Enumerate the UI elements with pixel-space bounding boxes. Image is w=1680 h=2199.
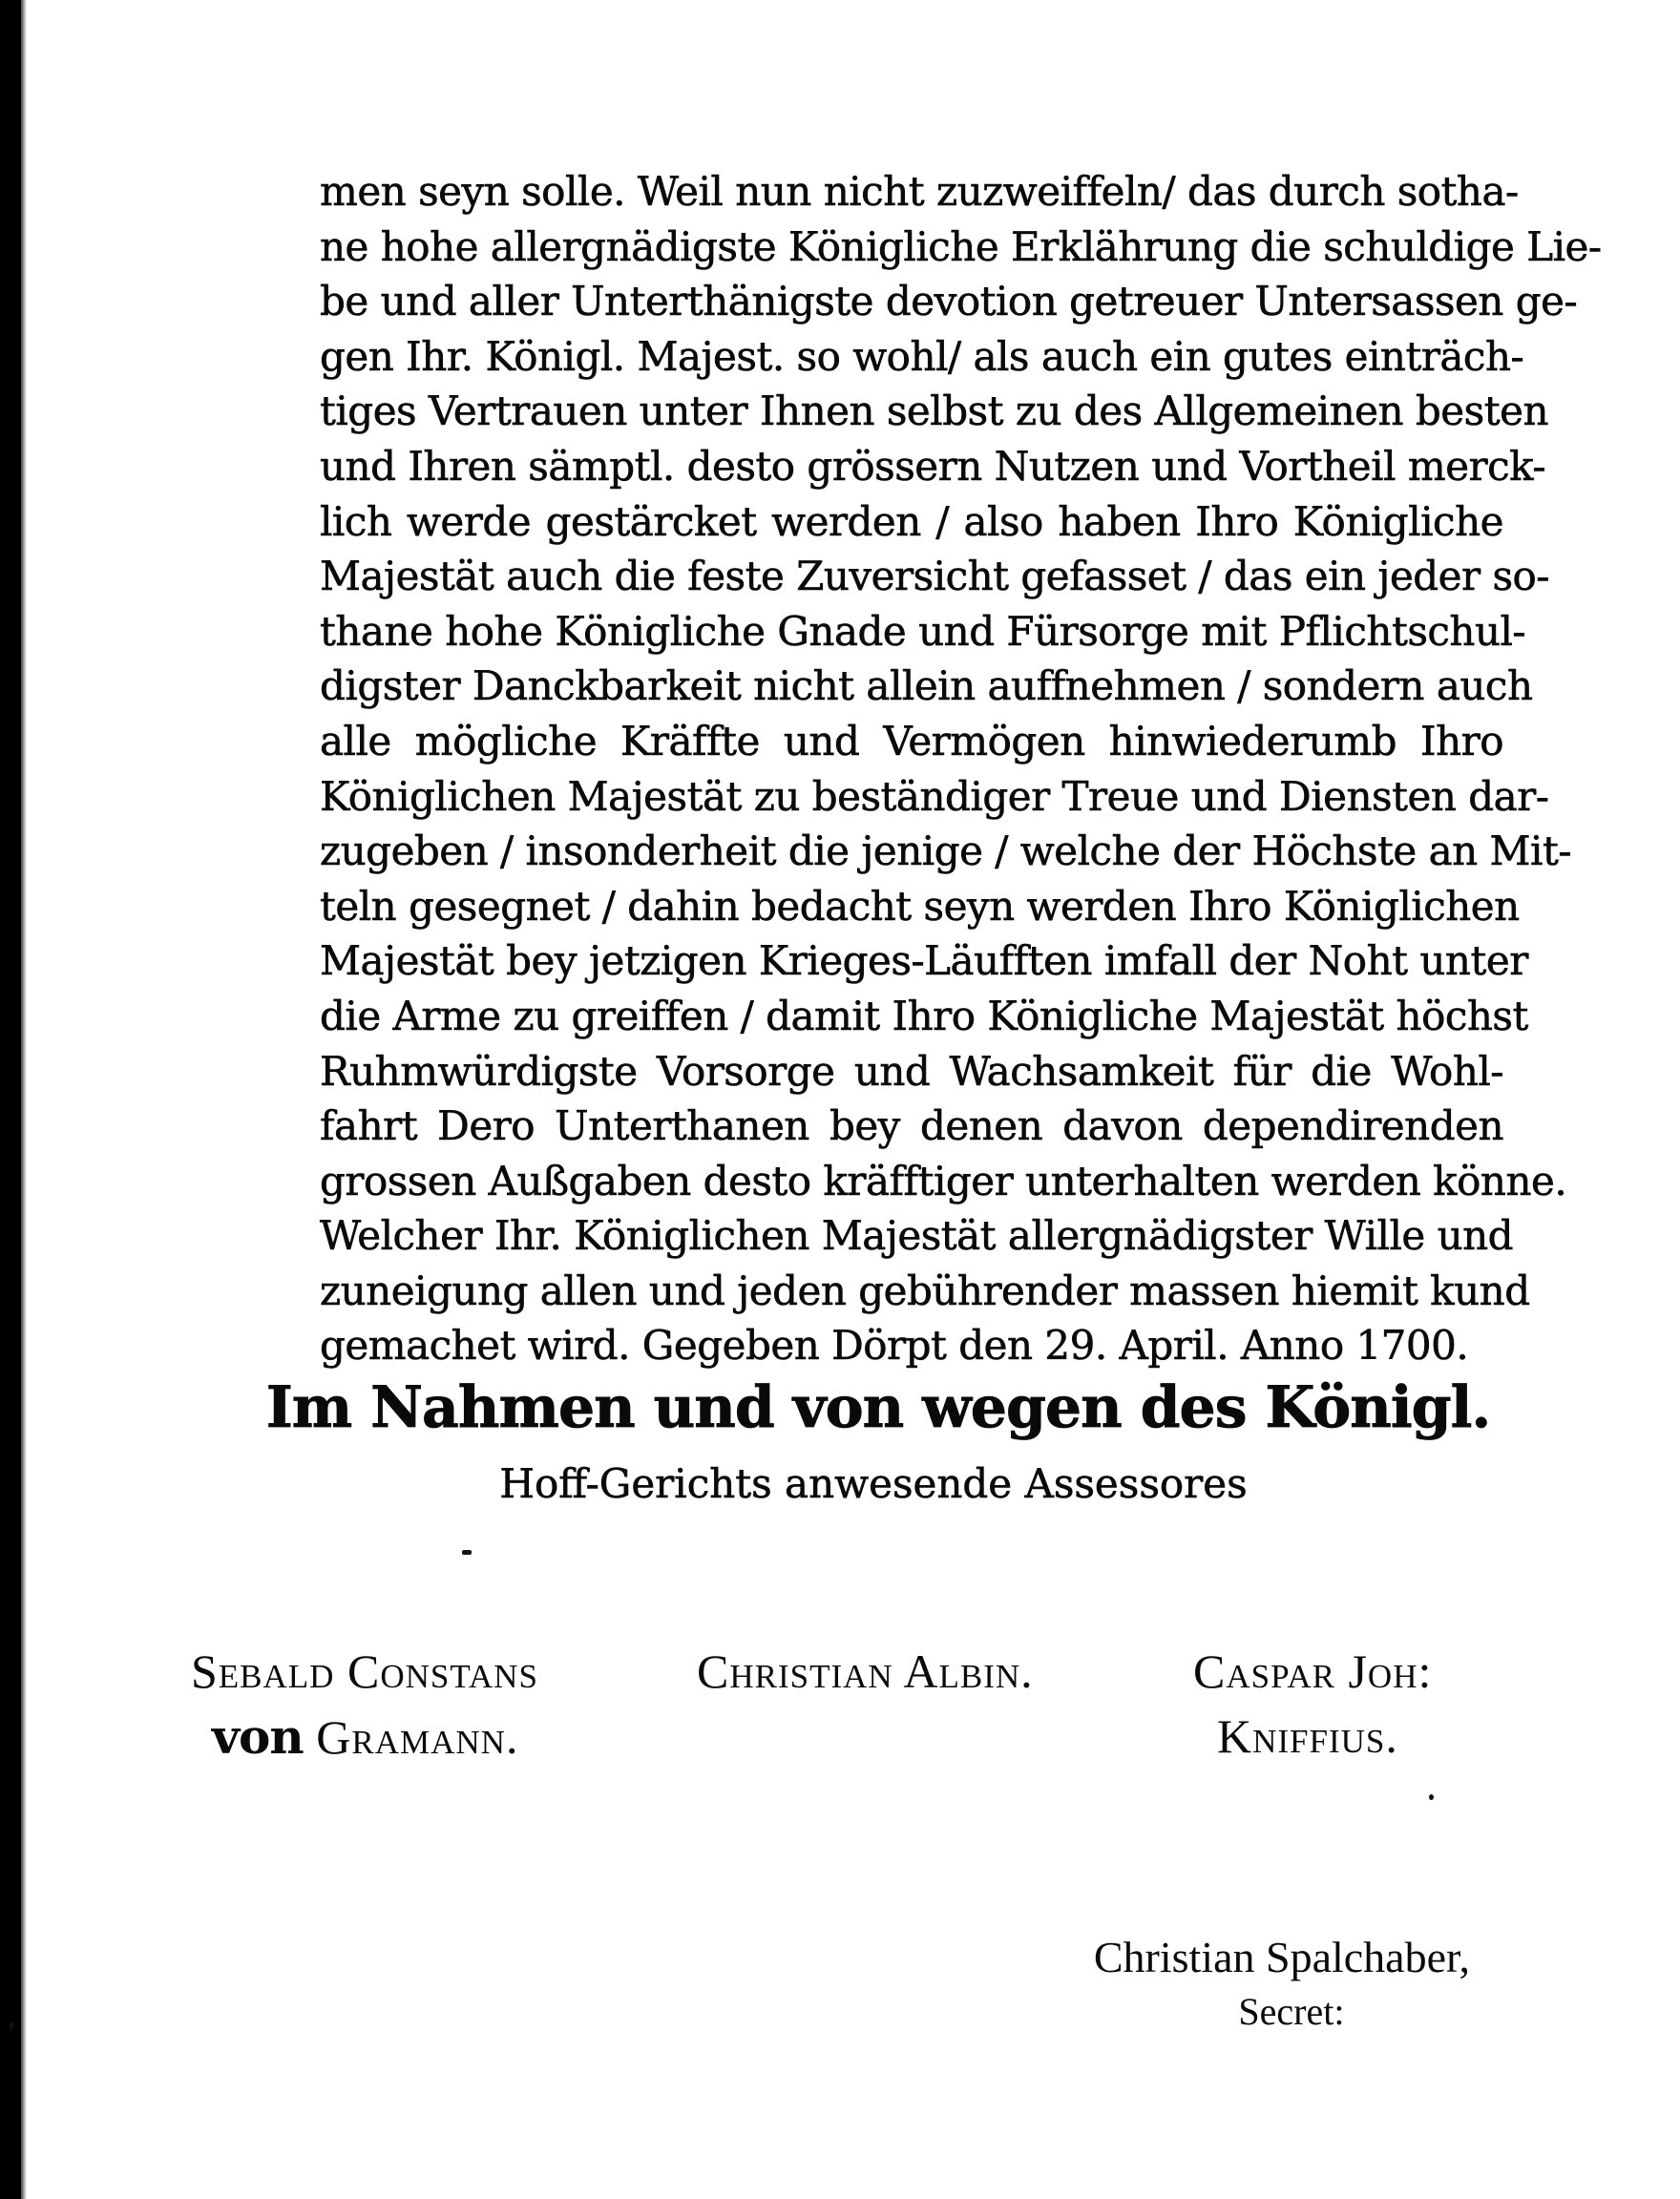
secretary-block (1094, 1928, 1470, 2037)
body-line: fahrt Dero Unterthanen bey denen davon dependirenden (320, 1102, 1503, 1150)
body-line: und Ihren sämptl. desto grössern Nutzen und Vortheil merck- (320, 442, 1546, 490)
ink-speck (462, 1550, 472, 1555)
signatory-1-surname: Gramann. (316, 1710, 519, 1764)
body-line: zugeben / insonderheit die jenige / welche der Höchste an Mit- (320, 827, 1572, 875)
body-line: Majestät bey jetzigen Krieges-Läufften imfall der Noht unter (320, 937, 1528, 985)
signatory-3-line-1: Caspar Joh: (1193, 1644, 1433, 1698)
body-line: be und aller Unterthänigste devotion getreuer Untersassen ge- (320, 278, 1578, 325)
signatory-3-line-2: Kniffius. (1217, 1709, 1398, 1763)
signatory-1-line-1: Sebald Constans (191, 1644, 538, 1698)
body-line: digster Danckbarkeit nicht allein auffnehmen / sondern auch (320, 662, 1533, 710)
signatory-1-particle: von (212, 1708, 304, 1765)
body-line: zuneigung allen und jeden gebührender massen hiemit kund (320, 1267, 1530, 1314)
body-line: Welcher Ihr. Königlichen Majestät allergnädigster Wille und (320, 1212, 1514, 1260)
body-line: die Arme zu greiffen / damit Ihro Königliche Majestät höchst (320, 992, 1528, 1039)
body-line-dateline: gemachet wird. Gegeben Dörpt den 29. April. Anno 1700. (320, 1322, 1469, 1370)
authority-heading: Im Nahmen und von wegen des Königl. (265, 1374, 1491, 1441)
body-line: lich werde gestärcket werden / also haben Ihro Königliche (320, 497, 1503, 545)
ink-speck (1429, 1794, 1434, 1800)
signatory-2-name: Christian Albin. (697, 1644, 1034, 1698)
body-line: Königlichen Majestät zu beständiger Treue und Diensten dar- (320, 772, 1549, 820)
ink-speck (10, 2021, 13, 2030)
body-line: alle mögliche Kräffte und Vermögen hinwiederumb Ihro (320, 717, 1503, 764)
authority-subheading: Hoff-Gerichts anwesende Assessores (499, 1460, 1248, 1507)
page-edge (0, 0, 21, 2199)
body-line: tiges Vertrauen unter Ihnen selbst zu des Allgemeinen besten (320, 387, 1548, 435)
body-line: gen Ihr. Königl. Majest. so wohl/ als auch ein gutes einträch- (320, 332, 1524, 380)
signatory-1-line-2 (212, 1708, 518, 1765)
body-line: teln gesegnet / dahin bedacht seyn werden Ihro Königlichen (320, 882, 1520, 930)
body-paragraph (320, 164, 1602, 1373)
body-line: Majestät auch die feste Zuversicht gefasset / das ein jeder so- (320, 553, 1549, 600)
body-line: men seyn solle. Weil nun nicht zuzweiffeln/ das durch sotha- (320, 168, 1519, 215)
body-line: grossen Außgaben desto kräfftiger unterhalten werden könne. (320, 1157, 1567, 1204)
secretary-title: Secret: (1238, 1990, 1345, 2033)
body-line: Ruhmwürdigste Vorsorge und Wachsamkeit für die Wohl- (320, 1047, 1503, 1095)
body-line: thane hohe Königliche Gnade und Fürsorge mit Pflichtschul- (320, 607, 1526, 655)
secretary-name: Christian Spalchaber, (1093, 1933, 1470, 1981)
body-line: ne hohe allergnädigste Königliche Erklährung die schuldige Lie- (320, 222, 1602, 270)
